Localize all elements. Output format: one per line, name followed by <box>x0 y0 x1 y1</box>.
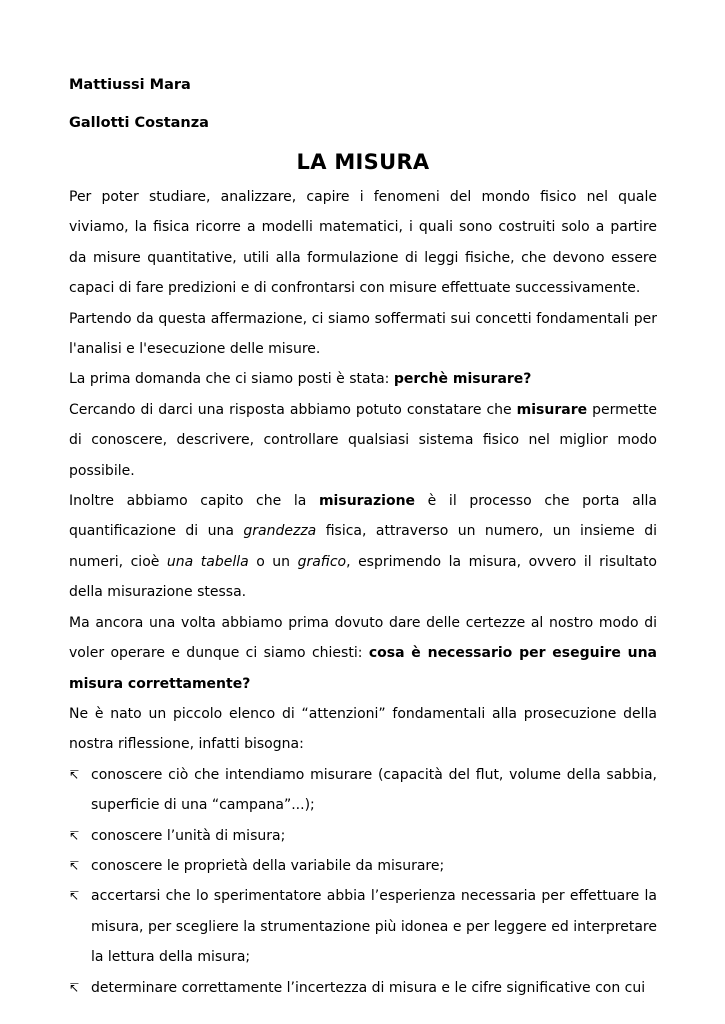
list-item: ↸ determinare correttamente l’incertezza di misura e le cifre significative con cui <box>69 973 657 1003</box>
list-item: ↸ accertarsi che lo sperimentatore abbia l’esperienza necessaria per effettuare la misura, per scegliere la strumentazione più idonea e per leggere ed interpretare la lettura della misura; <box>69 881 657 972</box>
bold-term: misurare <box>516 401 588 418</box>
arrow-bullet-icon: ↸ <box>69 858 80 873</box>
bold-question: perchè misurare? <box>393 371 532 388</box>
list-item: ↸ conoscere le proprietà della variabile da misurare; <box>69 851 657 881</box>
arrow-bullet-icon: ↸ <box>69 828 80 843</box>
author-name: Mattiussi Mara <box>69 77 191 93</box>
list-item: ↸ conoscere l’unità di misura; <box>69 821 657 851</box>
paragraph-question: La prima domanda che ci siamo posti è stata: perchè misurare? <box>69 371 532 388</box>
author-name: Gallotti Costanza <box>69 115 209 131</box>
italic-term: grafico <box>297 553 347 570</box>
italic-term: grandezza <box>243 523 317 540</box>
document-title: LA MISURA <box>296 150 430 174</box>
paragraph-list-intro: Ne è nato un piccolo elenco di “attenzioni” fondamentali alla prosecuzione della nostra riflessione, infatti bisogna: <box>69 705 657 753</box>
bold-question: cosa è necessario per eseguire una misura correttamente? <box>69 645 657 692</box>
document-page <box>69 66 657 1003</box>
bold-term: misurazione <box>318 493 416 510</box>
italic-term: una tabella <box>166 553 249 570</box>
list-item: ↸ conoscere ciò che intendiamo misurare (capacità del flut, volume della sabbia, superficie di una “campana”...); <box>69 760 657 821</box>
paragraph-definition: Inoltre abbiamo capito che la misurazione è il processo che porta alla quantificazione di una grandezza fisica, attraverso un numero, un insieme di numeri, cioè una tabella o un grafico, esprimendo la misura, ovvero il risultato della misurazione stessa. <box>69 493 658 601</box>
arrow-bullet-icon: ↸ <box>69 767 80 782</box>
paragraph-premise: Partendo da questa affermazione, ci siamo soffermati sui concetti fondamentali per l'analisi e l'esecuzione delle misure. <box>69 310 657 358</box>
arrow-bullet-icon: ↸ <box>69 889 80 904</box>
paragraph-second-question: Ma ancora una volta abbiamo prima dovuto dare delle certezze al nostro modo di voler operare e dunque ci siamo chiesti: cosa è necessario per eseguire una misura correttamente? <box>69 614 657 692</box>
paragraph-intro: Per poter studiare, analizzare, capire i fenomeni del mondo fisico nel quale viviamo, la fisica ricorre a modelli matematici, i quali sono costruiti solo a partire da misure quantitative, utili alla formulazione di leggi fisiche, che devono essere capaci di fare predizioni e di confrontarsi con misure effettuate successivamente. <box>69 189 657 297</box>
paragraph-answer: Cercando di darci una risposta abbiamo potuto constatare che misurare permette di conoscere, descrivere, controllare qualsiasi sistema fisico nel miglior modo possibile. <box>69 401 657 479</box>
arrow-bullet-icon: ↸ <box>69 980 80 995</box>
attention-list <box>69 760 657 1003</box>
